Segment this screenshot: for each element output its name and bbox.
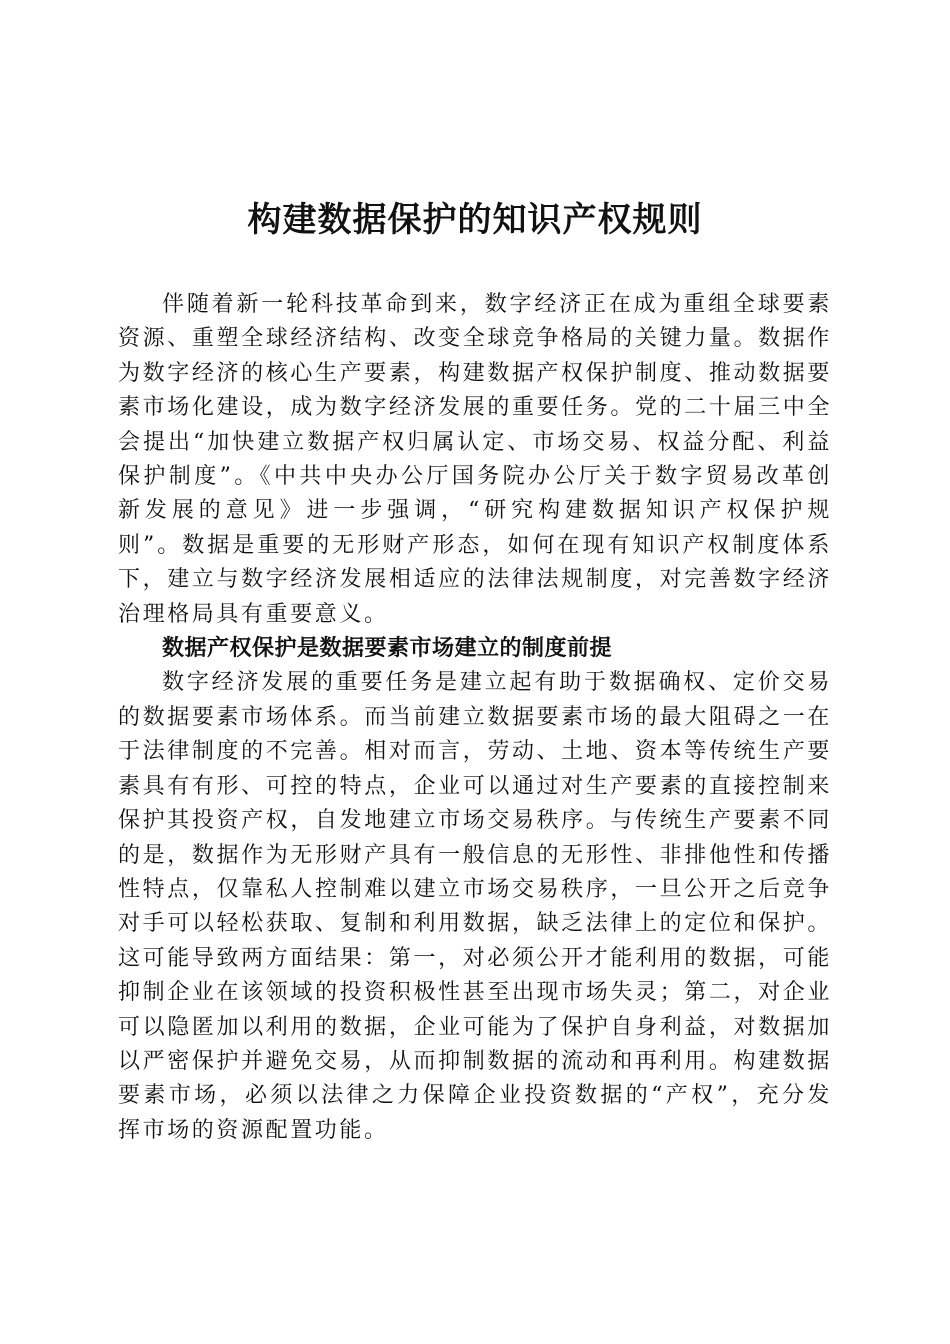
- document-body: [118, 288, 832, 1148]
- intro-paragraph: 伴随着新一轮科技革命到来，数字经济正在成为重组全球要素资源、重塑全球经济结构、改变全球竞争格局的关键力量。数据作为数字经济的核心生产要素，构建数据产权保护制度、推动数据要素市场化建设，成为数字经济发展的重要任务。党的二十届三中全会提出“加快建立数据产权归属认定、市场交易、权益分配、利益保护制度”。《中共中央办公厅国务院办公厅关于数字贸易改革创新发展的意见》进一步强调，“研究构建数据知识产权保护规则”。数据是重要的无形财产形态，如何在现有知识产权制度体系下，建立与数字经济发展相适应的法律法规制度，对完善数字经济治理格局具有重要意义。: [118, 292, 832, 627]
- section-paragraph: 数字经济发展的重要任务是建立起有助于数据确权、定价交易的数据要素市场体系。而当前建立数据要素市场的最大阻碍之一在于法律制度的不完善。相对而言，劳动、土地、资本等传统生产要素具有有形、可控的特点，企业可以通过对生产要素的直接控制来保护其投资产权，自发地建立市场交易秩序。与传统生产要素不同的是，数据作为无形财产具有一般信息的无形性、非排他性和传播性特点，仅靠私人控制难以建立市场交易秩序，一旦公开之后竞争对手可以轻松获取、复制和利用数据，缺乏法律上的定位和保护。这可能导致两方面结果：第一，对必须公开才能利用的数据，可能抑制企业在该领域的投资积极性甚至出现市场失灵；第二，对企业可以隐匿加以利用的数据，企业可能为了保护自身利益，对数据加以严密保护并避免交易，从而抑制数据的流动和再利用。构建数据要素市场，必须以法律之力保障企业投资数据的“产权”，充分发挥市场的资源配置功能。: [118, 670, 832, 1143]
- section-heading: 数据产权保护是数据要素市场建立的制度前提: [162, 636, 613, 662]
- document-title: 构建数据保护的知识产权规则: [247, 200, 703, 240]
